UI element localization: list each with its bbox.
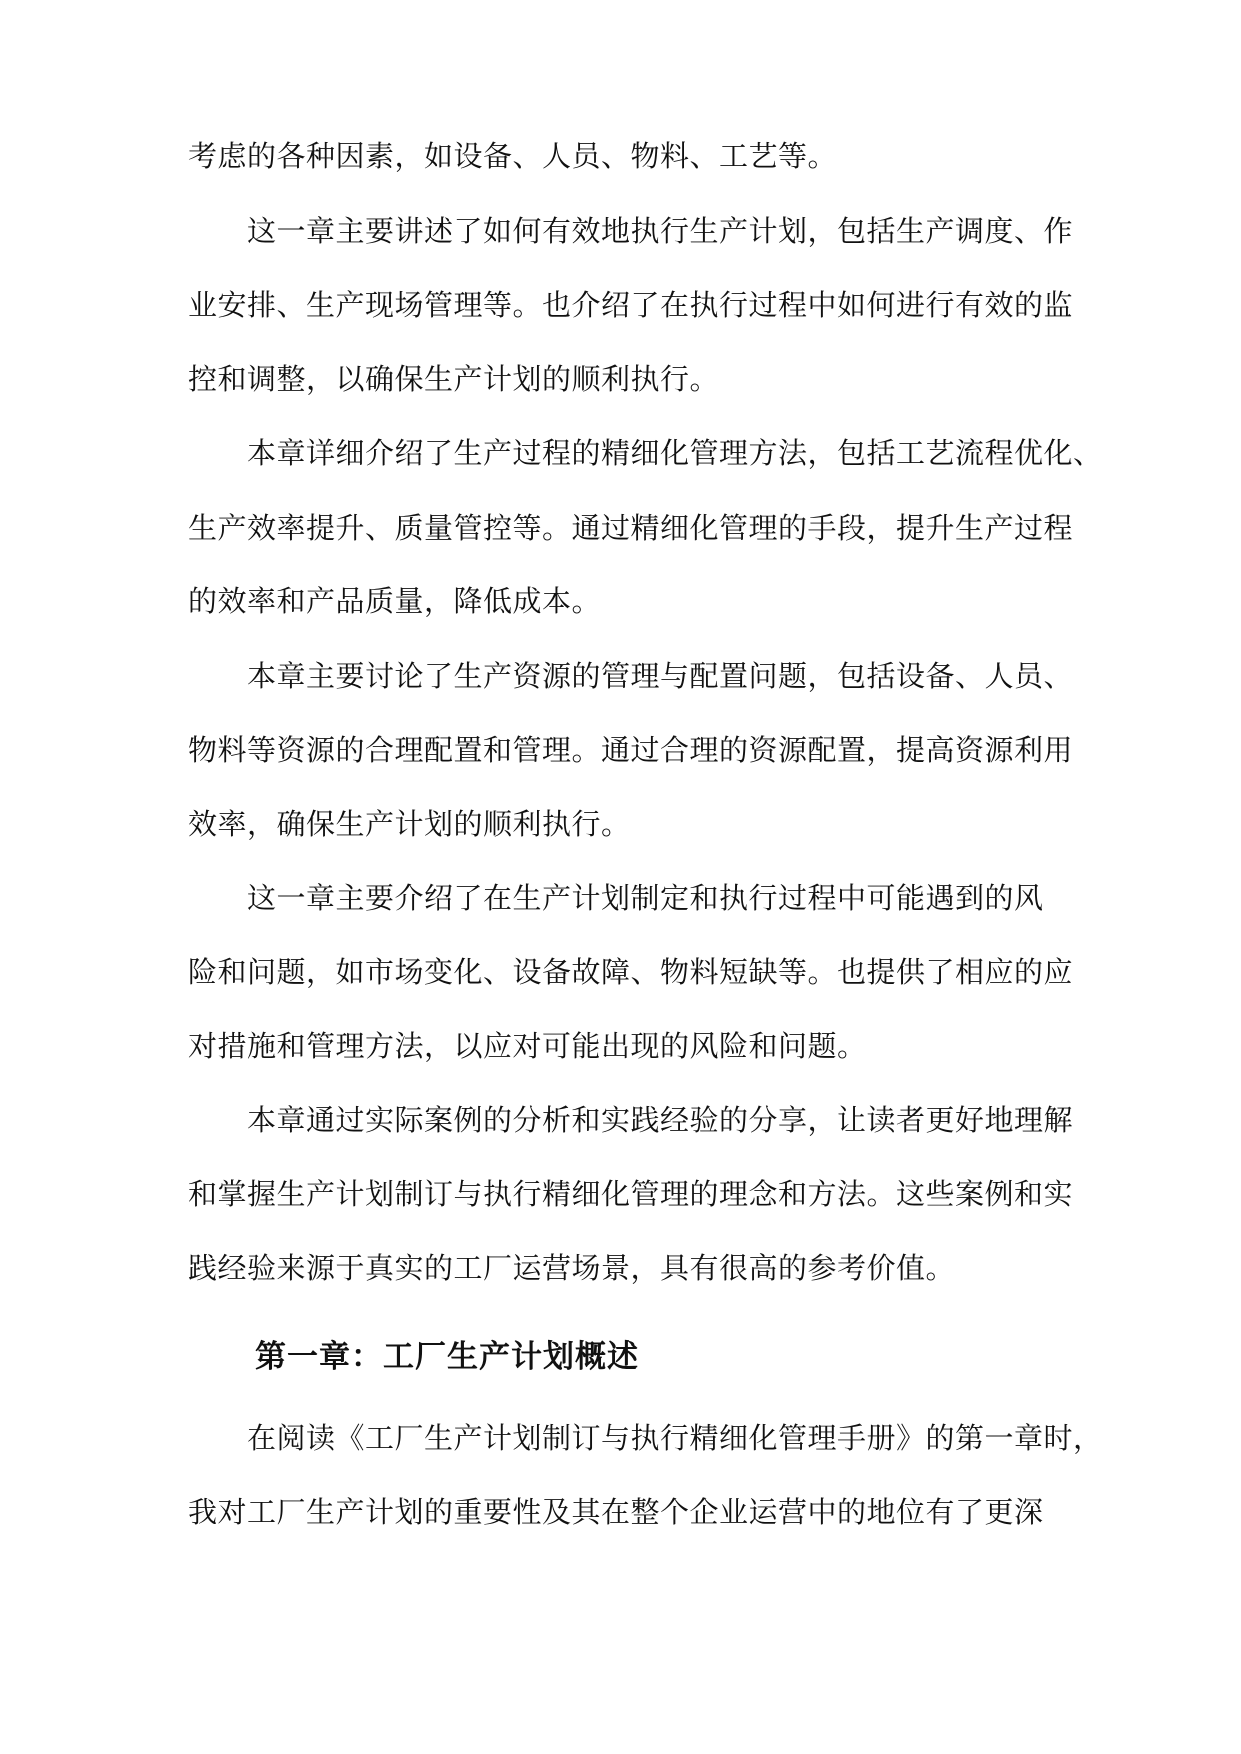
text-line: 控和调整，以确保生产计划的顺利执行。 [188,362,720,396]
text-line: 和掌握生产计划制订与执行精细化管理的理念和方法。这些案例和实 [188,1177,1074,1211]
text-line: 考虑的各种因素，如设备、人员、物料、工艺等。 [188,139,838,173]
chapter-heading: 第一章：工厂生产计划概述 [255,1339,639,1375]
paragraph-first-line: 本章详细介绍了生产过程的精细化管理方法，包括工艺流程优化、 [247,436,1103,470]
paragraph-first-line: 本章通过实际案例的分析和实践经验的分享，让读者更好地理解 [247,1103,1074,1137]
paragraph-first-line: 这一章主要介绍了在生产计划制定和执行过程中可能遇到的风 [247,881,1044,915]
text-line: 物料等资源的合理配置和管理。通过合理的资源配置，提高资源利用 [188,733,1074,767]
text-line: 业安排、生产现场管理等。也介绍了在执行过程中如何进行有效的监 [188,288,1074,322]
paragraph-first-line: 本章主要讨论了生产资源的管理与配置问题，包括设备、人员、 [247,659,1074,693]
paragraph-first-line: 这一章主要讲述了如何有效地执行生产计划，包括生产调度、作 [247,214,1074,248]
text-line: 效率，确保生产计划的顺利执行。 [188,807,631,841]
text-line: 险和问题，如市场变化、设备故障、物料短缺等。也提供了相应的应 [188,955,1074,989]
text-line: 生产效率提升、质量管控等。通过精细化管理的手段，提升生产过程 [188,511,1074,545]
text-line: 我对工厂生产计划的重要性及其在整个企业运营中的地位有了更深 [188,1495,1044,1529]
text-line: 践经验来源于真实的工厂运营场景，具有很高的参考价值。 [188,1251,956,1285]
text-line: 对措施和管理方法，以应对可能出现的风险和问题。 [188,1029,867,1063]
paragraph-first-line: 在阅读《工厂生产计划制订与执行精细化管理手册》的第一章时， [247,1421,1103,1455]
text-line: 的效率和产品质量，降低成本。 [188,584,602,618]
